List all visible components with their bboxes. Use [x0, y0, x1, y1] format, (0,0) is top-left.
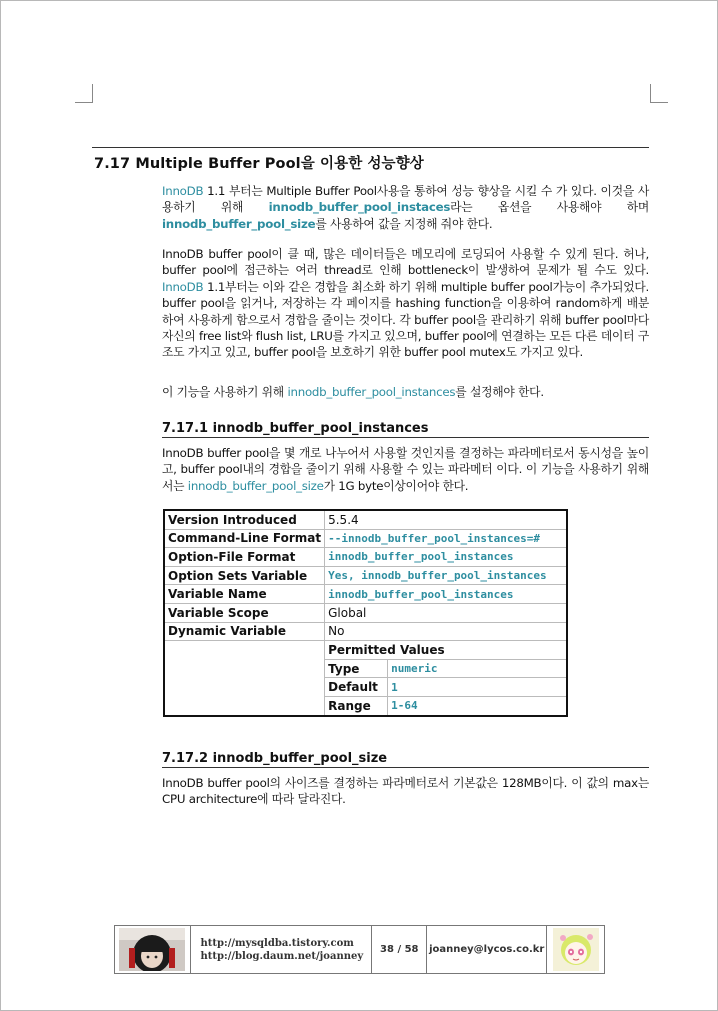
- permitted-label: Range: [325, 696, 388, 715]
- table-value: No: [325, 622, 568, 641]
- table-label: Command-Line Format: [164, 529, 325, 548]
- blog-link-daum[interactable]: http://blog.daum.net/joanney: [200, 950, 364, 962]
- intro-paragraph-2: InnoDB buffer pool이 클 때, 많은 데이터들은 메모리에 로딩되어 사용할 수 있게 된다. 허나, buffer pool에 접근하는 여러 thread로 인해 bottleneck이 발생하여 문제가 될 수도 있다. InnoDB 1.1부터는 이와 같은 경합을 최소화 하기 위해 multiple buffer pool가능이 추가되었다. buffer pool을 읽거나, 저장하는 각 페이지를 hashing function을 이용하여 random하게 배분하여 사용하게 함으로서 경합을 줄이는 것이다. 각 buffer pool을 관리하기 위해 buffer pool마다 자신의 free list와 flush list, LRU를 가지고 있으며, buffer pool에 연결하는 모든 다른 데이터 구조도 가지고 있고, buffer pool을 보호하기 위한 buffer pool mutex도 가지고 있다.: [162, 247, 649, 360]
- section-top-rule: [92, 147, 649, 148]
- table-label: Option Sets Variable: [164, 566, 325, 585]
- blog-link-tistory[interactable]: http://mysqldba.tistory.com: [200, 937, 354, 949]
- table-value: innodb_buffer_pool_instances: [325, 585, 568, 604]
- subsection-title-instances: 7.17.1 innodb_buffer_pool_instances: [162, 421, 649, 438]
- table-row: [164, 548, 567, 567]
- option-size-link-2[interactable]: innodb_buffer_pool_size: [187, 478, 324, 493]
- table-value: 5.5.4: [325, 510, 568, 529]
- innodb-link-2[interactable]: InnoDB: [162, 279, 204, 294]
- subsection-title-size: 7.17.2 innodb_buffer_pool_size: [162, 751, 649, 768]
- table-value: Global: [325, 603, 568, 622]
- table-row: [164, 641, 567, 660]
- option-instaces-link[interactable]: innodb_buffer_pool_instaces: [268, 200, 451, 215]
- table-row: [164, 585, 567, 604]
- table-label: Version Introduced: [164, 510, 325, 529]
- email-link[interactable]: joanney@lycos.co.kr: [427, 926, 547, 973]
- page-footer: [114, 925, 605, 974]
- author-avatar-left: [115, 926, 191, 973]
- table-blank-cell: [164, 641, 325, 716]
- crop-mark-top-right: [650, 84, 668, 103]
- table-row: [164, 603, 567, 622]
- table-row: [164, 622, 567, 641]
- option-size-link[interactable]: innodb_buffer_pool_size: [162, 216, 316, 231]
- variable-table: [163, 509, 568, 717]
- innodb-link[interactable]: InnoDB: [162, 184, 204, 198]
- permitted-value: 1: [388, 678, 568, 697]
- table-value: innodb_buffer_pool_instances: [325, 548, 568, 567]
- size-paragraph: InnoDB buffer pool의 사이즈를 결정하는 파라메터로서 기본값은 128MB이다. 이 값의 max는 CPU architecture에 따라 달라진다.: [162, 776, 649, 807]
- table-value: Yes, innodb_buffer_pool_instances: [325, 566, 568, 585]
- intro-paragraph-3: 이 기능을 사용하기 위해 innodb_buffer_pool_instances를 설정해야 한다.: [162, 385, 544, 399]
- table-label: Variable Scope: [164, 603, 325, 622]
- permitted-label: Type: [325, 659, 388, 678]
- table-row: [164, 529, 567, 548]
- table-label: Variable Name: [164, 585, 325, 604]
- table-label: Dynamic Variable: [164, 622, 325, 641]
- table-value: --innodb_buffer_pool_instances=#: [325, 529, 568, 548]
- option-instances-link[interactable]: innodb_buffer_pool_instances: [287, 385, 456, 399]
- table-label: Option-File Format: [164, 548, 325, 567]
- footer-links: [191, 926, 373, 973]
- permitted-values-header: Permitted Values: [325, 641, 568, 660]
- author-avatar-right: [547, 926, 604, 973]
- permitted-value: 1-64: [388, 696, 568, 715]
- avatar-left-image: [119, 928, 185, 971]
- avatar-right-image: [553, 928, 599, 971]
- section-title: 7.17 Multiple Buffer Pool을 이용한 성능향상: [94, 156, 424, 172]
- page-number: 38 / 58: [372, 926, 427, 973]
- permitted-value: numeric: [388, 659, 568, 678]
- permitted-label: Default: [325, 678, 388, 697]
- table-row: [164, 510, 567, 529]
- intro-paragraph-1: InnoDB 1.1 부터는 Multiple Buffer Pool사용을 통하여 성능 향상을 시킬 수 가 있다. 이것을 사용하기 위해 innodb_buffer_pool_instaces라는 옵션을 사용해야 하며 innodb_buffer_pool_size를 사용하여 값을 지정해 줘야 한다.: [162, 184, 650, 231]
- table-row: [164, 566, 567, 585]
- instances-paragraph: InnoDB buffer pool을 몇 개로 나누어서 사용할 것인지를 결정하는 파라메터로서 동시성을 높이고, buffer pool내의 경합을 줄이기 위해 사용할 수 있는 파라메터 이다. 이 기능을 사용하기 위해서는 innodb_buffer_pool_size가 1G byte이상이어야 한다.: [162, 446, 649, 493]
- crop-mark-top-left: [75, 84, 93, 103]
